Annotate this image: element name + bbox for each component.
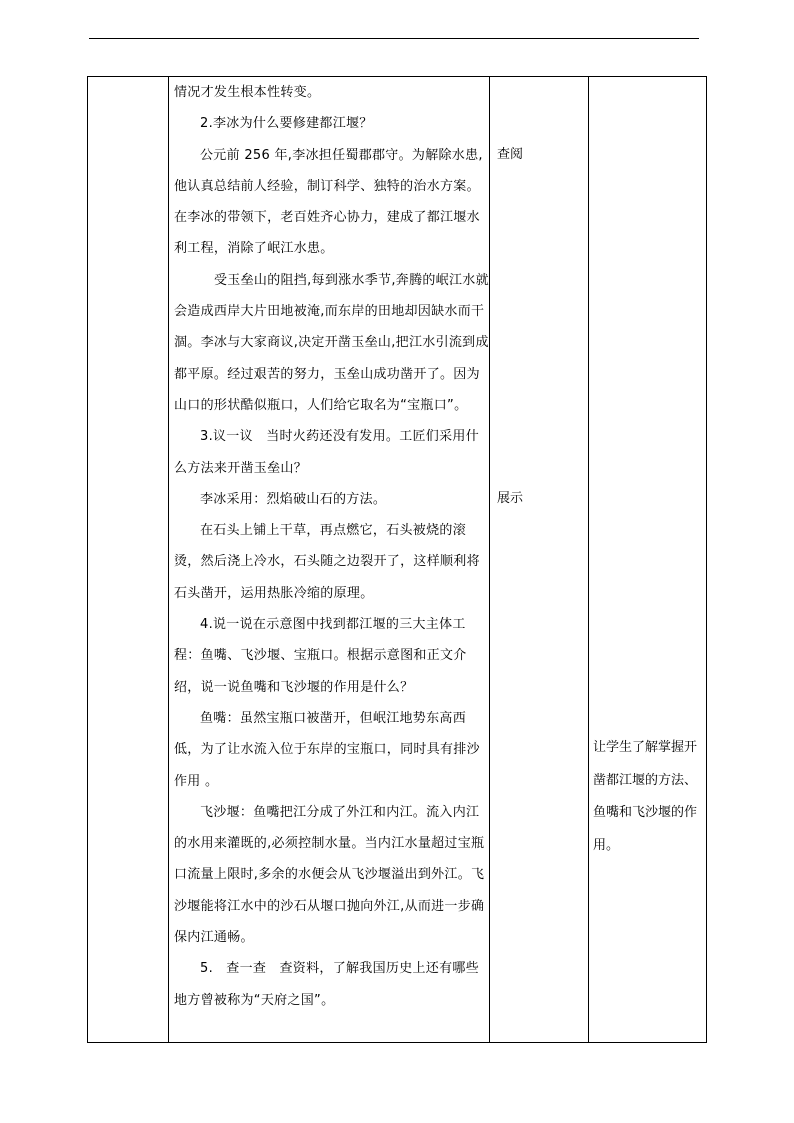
question-heading: 5. 查一查 查资料，了解我国历史上还有哪些地方曾被称为“天府之国”。 [174, 961, 480, 1008]
question-heading: 4.说一说在示意图中找到都江堰的三大主体工程：鱼嘴、飞沙堰、宝瓶口。根据示意图和正文介绍，说一说鱼嘴和飞沙堰的作用是什么？ [174, 617, 467, 695]
paragraph: 公元前 256 年,李冰担任蜀郡郡守。为解除水患,他认真总结前人经验，制订科学、独特的治水方案。在李冰的带领下，老百姓齐心协力，建成了都江堰水利工程，消除了岷江水患。 [174, 147, 483, 257]
activity-label-present: 展示 [497, 491, 524, 506]
activity-label-review: 查阅 [497, 147, 524, 162]
paragraph: 鱼嘴：虽然宝瓶口被凿开，但岷江地势东高西低，为了让水流入位于东岸的宝瓶口，同时具有排沙作用 。 [174, 710, 480, 789]
column-divider [588, 77, 589, 1042]
header-rule [89, 38, 699, 39]
design-purpose-text: 让学生了解掌握开凿都江堰的方法、鱼嘴和飞沙堰的作用。 [593, 740, 698, 853]
paragraph: 飞沙堰：鱼嘴把江分成了外江和内江。流入内江的水用来灌既的,必须控制水量。当内江水量超过宝瓶口流量上限时,多余的水便会从飞沙堰溢出到外江。飞沙堰能将江水中的沙石从堰口抛向外江,从而进一步确保内江通畅。 [174, 804, 485, 946]
teaching-content-cell [169, 77, 489, 1042]
question-heading: 2.李冰为什么要修建都江堰？ [200, 116, 373, 132]
paragraph: 在石头上铺上干草，再点燃它，石头被烧的滚烫，然后浇上冷水，石头随之边裂开了，这样顺利将石头凿开，运用热胀冷缩的原理。 [174, 523, 480, 601]
blank-cell [88, 77, 168, 1042]
paragraph: 受玉垒山的阻挡,每到涨水季节,奔腾的岷江水就会造成西岸大片田地被淹,而东岸的田地却因缺水而干涸。李冰与大家商议,决定开凿玉垒山,把江水引流到成都平原。经过艰苦的努力，玉垒山成功凿开了。因为山口的形状酷似瓶口，人们给它取名为“宝瓶口”。 [174, 272, 489, 413]
question-heading: 3.议一议 当时火药还没有发用。工匠们采用什么方法来开凿玉垒山？ [174, 429, 480, 476]
column-divider [489, 77, 490, 1042]
lesson-table [87, 76, 707, 1043]
paragraph: 李冰采用：烈焰破山石的方法。 [200, 491, 387, 507]
paragraph: 情况才发生根本性转变。 [174, 85, 321, 100]
